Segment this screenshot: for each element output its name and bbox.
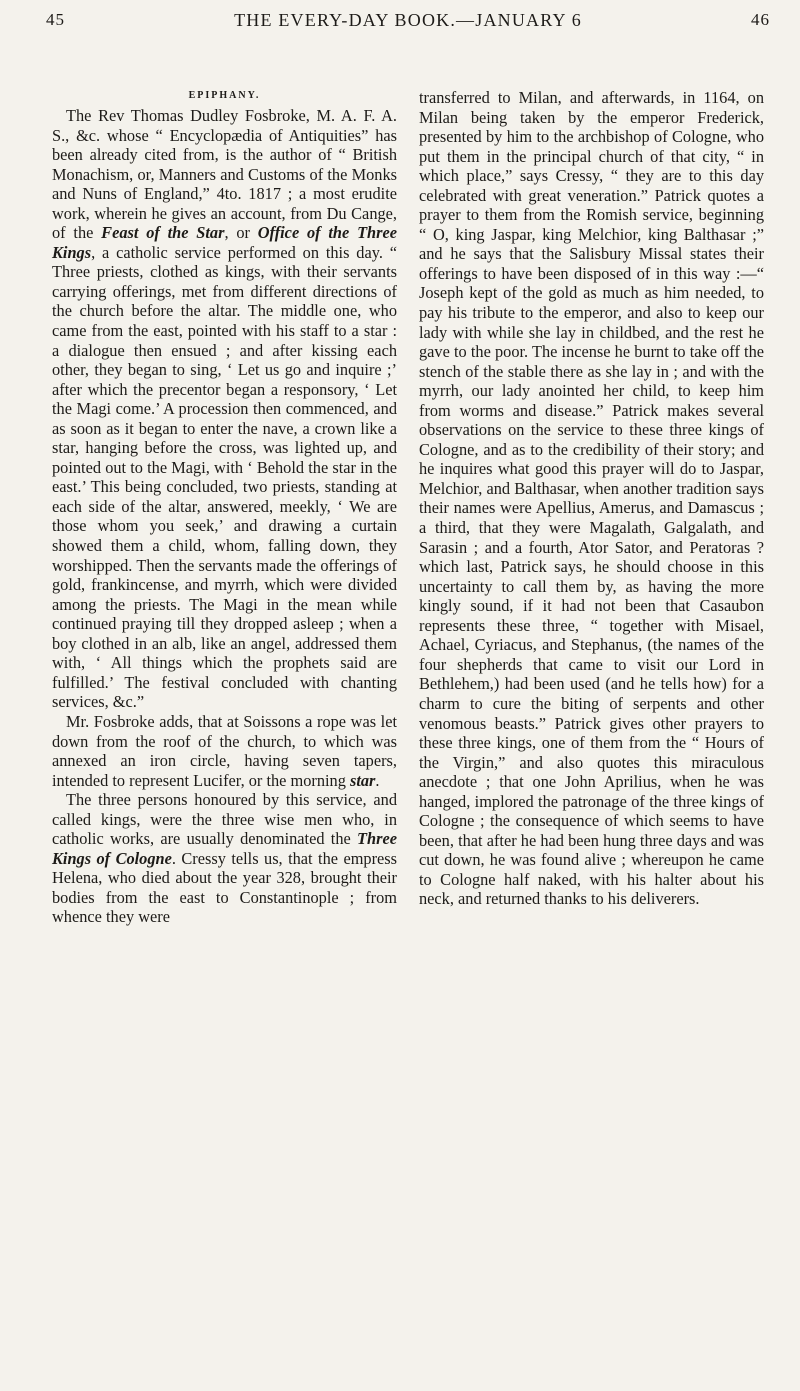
section-heading: EPIPHANY. <box>188 90 261 101</box>
running-header <box>46 6 770 34</box>
right-column <box>419 88 764 927</box>
text-columns <box>52 88 764 927</box>
paragraph: Mr. Fosbroke adds, that at Soissons a rope was let down from the roof of the church, to which was annexed an iron circle, having seven tapers, intended to represent Lucifer, or the morning star. <box>52 711 397 790</box>
left-column <box>52 88 397 927</box>
paragraph: The three persons honoured by this service, and called kings, were the three wise men who, in catholic works, are usually denominated the Three Kings of Cologne. Cressy tells us, that the empress Helena, who died about the year 328, brought their bodies from the east to Constantinople ; from whence they were <box>52 790 397 927</box>
page-number-left: 45 <box>46 10 65 29</box>
page-number-right: 46 <box>751 10 770 29</box>
paragraph: transferred to Milan, and afterwards, in 1164, on Milan being taken by the emperor Frederick, presented by him to the archbishop of Cologne, who put them in the principal church of that city, “ in which place,” says Cressy, “ they are to this day celebrated with great veneration.” Patrick quotes a prayer to them from the Romish service, beginning “ O, king Jaspar, king Melchior, king Balthasar ;” and he says that the Salisbury Missal states their offerings to have been disposed of in this way :—“ Joseph kept of the gold as much as him needed, to pay his tribute to the emperor, and also to keep our lady with while she lay in childbed, and the rest he gave to the poor. The incense he burnt to take off the stench of the stable there as she lay in ; and with the myrrh, our lady anointed her child, to keep him from worms and disease.” Patrick makes several observations on the service to these three kings of Cologne, and as to the credibility of their story; and he inquires what good this prayer will do to Jaspar, Melchior, and Balthasar, when another tradition says their names were Apellius, Amerus, and Damascus ; a third, that they were Magalath, Galgalath, and Sarasin ; and a fourth, Ator Sator, and Peratoras ? which last, Patrick says, he should choose in this uncertainty to call them by, as having the more kingly sound, if it had not been that Casaubon represents these three, “ together with Misael, Achael, Cyriacus, and Stephanus, (the names of the four shepherds that came to visit our Lord in Bethlehem,) had been used (and he tells how) for a charm to cure the biting of serpents and other venomous beasts.” Patrick gives other prayers to these three kings, one of them from the “ Hours of the Virgin,” and also quotes this miraculous anecdote ; that one John Aprilius, when he was hanged, implored the patronage of the three kings of Cologne ; the consequence of which seems to have been, that after he had been hung three days and was cut down, he was found alive ; whereupon he came to Cologne half naked, with his halter about his neck, and returned thanks to his deliverers. <box>419 88 764 909</box>
paragraph: The Rev Thomas Dudley Fosbroke, M. A. F. A. S., &c. whose “ Encyclopædia of Antiquities” has been already cited from, is the author of “ British Monachism, or, Manners and Customs of the Monks and Nuns of England,” 4to. 1817 ; a most erudite work, wherein he gives an account, from Du Cange, of the Feast of the Star, or Office of the Three Kings, a catholic service performed on this day. “ Three priests, clothed as kings, with their servants carrying offerings, met from different directions of the church before the altar. The middle one, who came from the east, pointed with his staff to a star : a dialogue then ensued ; and after kissing each other, they began to sing, ‘ Let us go and inquire ;’ after which the precentor began a responsory, ‘ Let the Magi come.’ A procession then commenced, and as soon as it began to enter the nave, a crown like a star, hanging before the cross, was lighted up, and pointed out to the Magi, with ‘ Behold the star in the east.’ This being concluded, two priests, standing at each side of the altar, answered, meekly, ‘ We are those whom you seek,’ and drawing a curtain showed them a child, whom, falling down, they worshipped. Then the servants made the offerings of gold, frankincense, and myrrh, which were divided among the priests. The Magi in the mean while continued praying till they dropped asleep ; when a boy clothed in an alb, like an angel, addressed them with, ‘ All things which the prophets said are fulfilled.’ The festival concluded with chanting services, &c.” <box>52 106 398 712</box>
running-title: THE EVERY-DAY BOOK.—JANUARY 6 <box>234 10 582 30</box>
